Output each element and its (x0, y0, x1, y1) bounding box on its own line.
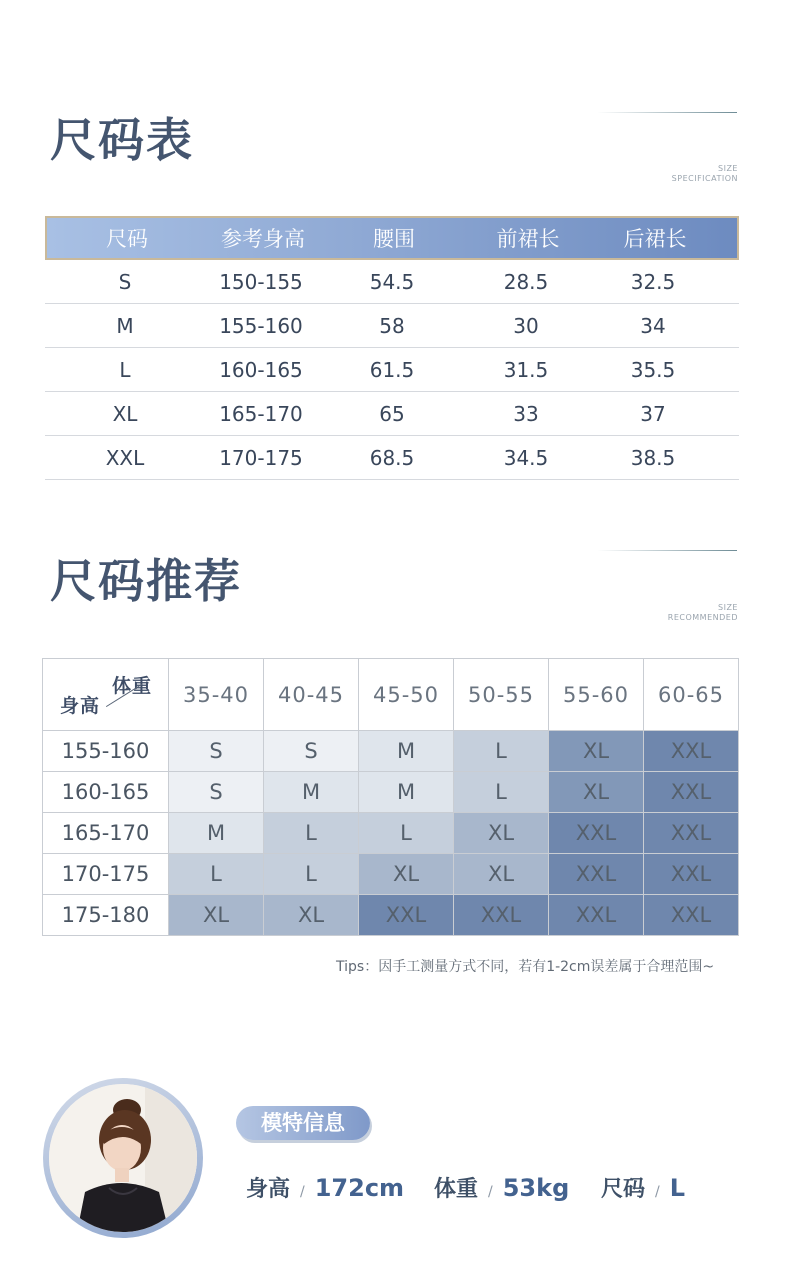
subtitle-line-1: SIZE (718, 164, 738, 173)
model-size-value: L (669, 1174, 686, 1202)
model-weight-value: 53kg (502, 1174, 570, 1202)
model-photo (49, 1084, 197, 1232)
cell-height: 165-170 (219, 401, 303, 426)
cell-front-length: 33 (513, 401, 539, 426)
model-avatar (43, 1078, 203, 1238)
separator: / (300, 1184, 305, 1200)
cell-waist: 54.5 (369, 269, 415, 294)
weight-column-header: 50-55 (454, 659, 549, 731)
cell-height: 150-155 (219, 269, 303, 294)
size-recommend-subtitle (668, 603, 738, 623)
model-weight-label: 体重 (434, 1177, 479, 1202)
header-height: 参考身高 (221, 227, 305, 251)
recommend-cell: L (264, 854, 359, 895)
header-front-length: 前裙长 (496, 227, 560, 251)
recommend-cell: XL (169, 895, 264, 936)
cell-height: 170-175 (219, 445, 303, 470)
table-header-row (45, 216, 739, 260)
model-size (601, 1172, 685, 1203)
recommend-cell: XL (549, 772, 644, 813)
size-recommendation-grid (42, 658, 739, 936)
grid-row (43, 895, 739, 936)
grid-row (43, 731, 739, 772)
size-table-subtitle (672, 164, 738, 184)
cell-front-length: 30 (513, 313, 539, 338)
model-height-label: 身高 (246, 1177, 291, 1202)
cell-height: 160-165 (219, 357, 303, 382)
model-info-badge-label: 模特信息 (261, 1111, 345, 1135)
height-row-header: 165-170 (43, 813, 169, 854)
cell-waist: 65 (379, 401, 405, 426)
grid-row (43, 813, 739, 854)
size-table-title: 尺码表 (50, 113, 194, 167)
weight-column-header: 55-60 (549, 659, 644, 731)
recommend-cell: XXL (549, 813, 644, 854)
measurement-tips: Tips：因手工测量方式不同，若有1-2cm误差属于合理范围~ (336, 959, 715, 975)
height-row-header: 160-165 (43, 772, 169, 813)
cell-size: XXL (105, 445, 145, 470)
recommend-cell: XL (549, 731, 644, 772)
cell-back-length: 32.5 (630, 269, 676, 294)
grid-row (43, 854, 739, 895)
recommend-cell: XXL (549, 854, 644, 895)
table-row (45, 260, 739, 304)
recommend-cell: XXL (644, 813, 739, 854)
recommend-cell: S (169, 772, 264, 813)
recommend-cell: L (454, 772, 549, 813)
model-size-label: 尺码 (601, 1177, 646, 1202)
weight-column-header: 40-45 (264, 659, 359, 731)
separator: / (655, 1184, 660, 1200)
size-recommend-title: 尺码推荐 (50, 554, 242, 608)
cell-back-length: 38.5 (630, 445, 676, 470)
recommend-cell: XL (454, 854, 549, 895)
header-waist: 腰围 (373, 227, 415, 251)
cell-size: M (116, 313, 134, 338)
height-row-header: 175-180 (43, 895, 169, 936)
recommend-cell: L (264, 813, 359, 854)
recommend-cell: L (169, 854, 264, 895)
cell-front-length: 31.5 (503, 357, 549, 382)
subtitle-line-2: RECOMMENDED (667, 613, 738, 622)
recommend-cell: XL (454, 813, 549, 854)
cell-waist: 61.5 (369, 357, 415, 382)
model-weight (434, 1172, 569, 1203)
recommend-cell: XXL (644, 772, 739, 813)
size-specification-table (45, 216, 739, 480)
subtitle-line-2: SPECIFICATION (671, 174, 738, 183)
header-size: 尺码 (106, 227, 148, 251)
cell-size: XL (112, 401, 138, 426)
recommend-cell: XL (359, 854, 454, 895)
model-info-badge (236, 1106, 370, 1140)
cell-back-length: 34 (640, 313, 666, 338)
recommend-cell: M (264, 772, 359, 813)
recommend-cell: XXL (644, 731, 739, 772)
cell-front-length: 28.5 (503, 269, 549, 294)
cell-front-length: 34.5 (503, 445, 549, 470)
table-row (45, 392, 739, 436)
cell-back-length: 37 (640, 401, 666, 426)
cell-waist: 58 (379, 313, 405, 338)
height-row-header: 170-175 (43, 854, 169, 895)
weight-column-header: 45-50 (359, 659, 454, 731)
height-row-header: 155-160 (43, 731, 169, 772)
corner-height-label: 身高 (60, 695, 101, 717)
recommend-cell: S (264, 731, 359, 772)
cell-height: 155-160 (219, 313, 303, 338)
model-height (246, 1172, 404, 1203)
grid-row (43, 772, 739, 813)
title-decoration-line (597, 112, 737, 113)
recommend-cell: S (169, 731, 264, 772)
recommend-cell: XL (264, 895, 359, 936)
recommend-cell: L (359, 813, 454, 854)
grid-corner-cell (43, 659, 169, 731)
cell-size: L (119, 357, 131, 382)
recommend-cell: L (454, 731, 549, 772)
title-decoration-line (597, 550, 737, 551)
recommend-cell: XXL (359, 895, 454, 936)
cell-size: S (118, 269, 132, 294)
table-row (45, 304, 739, 348)
recommend-cell: XXL (644, 895, 739, 936)
recommend-cell: M (169, 813, 264, 854)
recommend-cell: M (359, 731, 454, 772)
recommend-cell: M (359, 772, 454, 813)
subtitle-line-1: SIZE (718, 603, 738, 612)
model-portrait-icon (49, 1084, 197, 1232)
header-back-length: 后裙长 (623, 227, 687, 251)
model-height-value: 172cm (314, 1174, 405, 1202)
weight-column-header: 35-40 (169, 659, 264, 731)
table-row (45, 348, 739, 392)
cell-waist: 68.5 (369, 445, 415, 470)
recommend-cell: XXL (549, 895, 644, 936)
recommend-cell: XXL (454, 895, 549, 936)
weight-column-header: 60-65 (644, 659, 739, 731)
separator: / (488, 1184, 493, 1200)
table-row (45, 436, 739, 480)
cell-back-length: 35.5 (630, 357, 676, 382)
recommend-cell: XXL (644, 854, 739, 895)
grid-header-row (43, 659, 739, 731)
corner-weight-label: 体重 (111, 675, 152, 697)
